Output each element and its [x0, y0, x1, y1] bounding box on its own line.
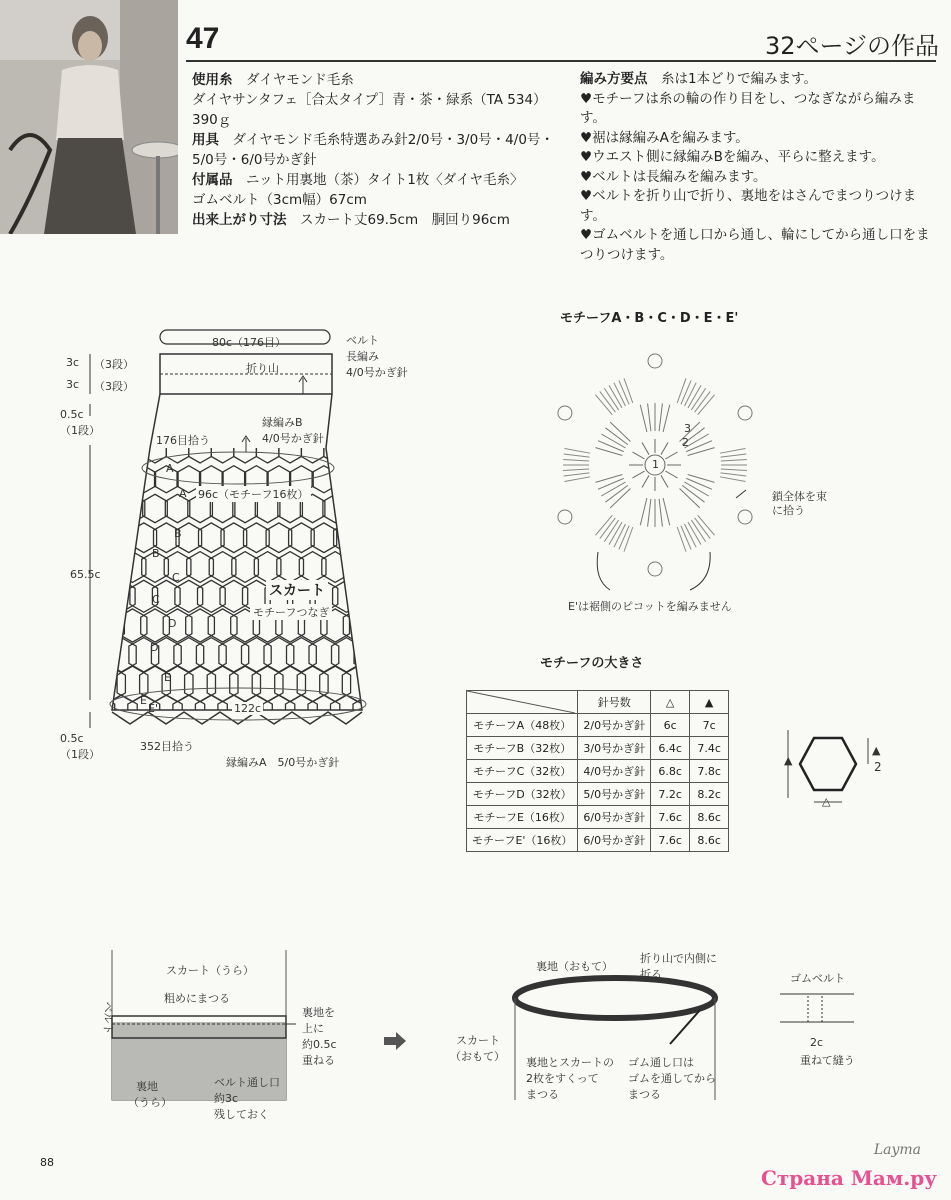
skirt-front-2: （おもて）	[450, 1050, 505, 1063]
size-label: 出来上がり寸法	[192, 212, 287, 228]
scoop-1: 裏地とスカートの	[526, 1056, 614, 1069]
lining-note-2: 上に	[302, 1022, 324, 1035]
table-row: モチーフE'（16枚） 6/0号かぎ針 7.6c 8.6c	[467, 829, 729, 852]
instruction-step: ♥ベルトは長編みを編みます。	[580, 168, 767, 185]
hex-motif	[211, 437, 234, 463]
sew-rough: 粗めにまつる	[164, 992, 230, 1005]
hex-motif	[172, 752, 206, 780]
chain-note: 鎖全体を束に拾う	[772, 490, 827, 517]
hex-motif	[85, 580, 113, 612]
round-3-stitch	[564, 477, 590, 482]
round-2-stitch	[659, 403, 662, 431]
step-arrow-icon	[384, 1032, 408, 1050]
belt-label: ベルト	[346, 334, 379, 347]
edging-b-hook: 4/0号かぎ針	[262, 432, 324, 445]
lining-note-1: 裏地を	[302, 1006, 335, 1019]
skirt-back: スカート（うら）	[166, 964, 254, 977]
hex-motif	[194, 752, 228, 780]
round-3-stitch	[614, 524, 626, 547]
skirt-title: スカート	[266, 580, 328, 600]
rows-top-1: （1段）	[60, 424, 100, 437]
round-3-stitch	[564, 473, 590, 476]
model-photo	[0, 0, 178, 234]
motif-letter: C	[172, 571, 180, 584]
round-2-stitch	[640, 498, 647, 525]
round-3-stitch	[614, 383, 626, 406]
e-prime-note: E'は裾側のピコットを編みません	[568, 600, 732, 613]
hex-motif	[357, 466, 381, 493]
round-3-stitch	[685, 524, 697, 547]
hex-motif	[352, 752, 386, 780]
round-3-stitch	[677, 378, 686, 402]
round-3-stitch	[624, 378, 633, 402]
rubber-open-3: まつる	[628, 1088, 661, 1101]
table-header-cell: ▲	[690, 691, 729, 714]
size-table-title: モチーフの大きさ	[540, 656, 644, 671]
accessories-line2: ゴムベルト（3cm幅）67cm	[192, 192, 367, 208]
layma-credit: Layma	[873, 1142, 921, 1158]
round-3-stitch	[721, 454, 747, 457]
hex-motif	[356, 523, 382, 553]
table-header-row	[467, 691, 729, 714]
motif-letter: B	[152, 547, 160, 560]
hex-motif	[234, 437, 257, 463]
hex-motif	[244, 523, 270, 553]
round-3-stitch	[681, 380, 691, 404]
hex-motif	[99, 437, 122, 463]
belt-opening-1: ベルト通し口	[214, 1076, 280, 1089]
belt-stitch: 長編み	[346, 350, 379, 363]
instruction-step: ♥モチーフは糸の輪の作り目をし、つなぎながら編みます。	[580, 90, 916, 126]
hex-tri-left: ▲	[784, 754, 793, 767]
table-row: モチーフB（32枚） 3/0号かぎ針 6.4c 7.4c	[467, 737, 729, 760]
table-row: モチーフE（16枚） 6/0号かぎ針 7.6c 8.6c	[467, 806, 729, 829]
picot	[738, 510, 752, 524]
hex-motif	[72, 666, 103, 702]
e-prime-pointer-right	[690, 552, 710, 590]
edging-b: 縁編みB	[262, 416, 303, 429]
accessories-label: 付属品	[192, 172, 233, 188]
instructions-block	[580, 70, 930, 265]
round-2-stitch	[663, 498, 670, 525]
instruction-step: ♥ウエスト側に縁編みBを編み、平らに整えます。	[580, 149, 885, 165]
size-table	[466, 690, 729, 852]
skirt-front-1: スカート	[456, 1034, 500, 1047]
hex-motif	[198, 580, 226, 612]
hex-motif	[186, 609, 215, 642]
round-3-stitch	[563, 459, 589, 461]
hex-motif	[331, 695, 363, 732]
yarn-detail: ダイヤサンタフェ［合太タイプ］青・茶・緑系（TA 534）390ｇ	[192, 92, 547, 128]
motif-join: モチーフつなぎ	[250, 604, 332, 620]
instructions-title: 編み方要点	[580, 71, 648, 87]
round-3-stitch	[564, 449, 590, 454]
hex-motif	[76, 437, 99, 463]
round-3-stitch	[685, 383, 697, 406]
hex-motif	[266, 523, 292, 553]
rows-3a: （3段）	[94, 358, 134, 371]
pick-up-arrow	[242, 436, 250, 452]
picot	[648, 354, 662, 368]
hex-motif	[121, 437, 144, 463]
hex-motif	[220, 580, 248, 612]
table-row: モチーフD（32枚） 5/0号かぎ針 7.2c 8.2c	[467, 783, 729, 806]
round-1-stitch	[642, 442, 649, 454]
page-reference: 32ページの作品	[764, 32, 939, 60]
belt-opening-2: 約3c	[214, 1092, 239, 1105]
hex-motif	[96, 609, 125, 642]
belt-opening-3: 残しておく	[214, 1108, 269, 1121]
round-2-stitch	[601, 482, 625, 496]
page-number: 88	[40, 1156, 54, 1169]
dim-3c-a: 3c	[66, 356, 80, 369]
materials-block	[192, 70, 562, 230]
hex-motif	[98, 494, 123, 522]
round-2-stitch	[648, 499, 651, 527]
hex-motif	[355, 580, 383, 612]
round-3-stitch	[677, 527, 686, 551]
rubber-open-2: ゴムを通してから	[628, 1072, 716, 1085]
tools-detail: ダイヤモンド毛糸特選あみ針2/0号・3/0号・4/0号・5/0号・6/0号かぎ針	[192, 132, 554, 168]
table-row: モチーフA（48枚） 2/0号かぎ針 6c 7c	[467, 714, 729, 737]
round-3-stitch	[563, 469, 589, 471]
hex-motif	[75, 494, 100, 522]
hex-motif	[345, 494, 370, 522]
round-1-stitch	[665, 471, 677, 478]
hex-motif	[344, 552, 371, 583]
picot	[738, 406, 752, 420]
round-3-stitch	[721, 469, 747, 471]
motif-letter: B	[174, 527, 182, 540]
belt-side-label: ベルト	[101, 1001, 115, 1035]
rows-bot-1: （1段）	[60, 748, 100, 761]
size-detail: スカート丈69.5cm 胴回り96cm	[300, 212, 510, 228]
rubber-belt: ゴムベルト	[790, 972, 845, 985]
hex-motif	[87, 466, 111, 493]
hex-motif	[173, 695, 205, 732]
hex-motif	[289, 523, 315, 553]
fold-label: 折り山	[246, 362, 279, 375]
hex-motif	[354, 638, 384, 672]
motif-letter: D	[168, 617, 177, 630]
hex-motif	[108, 523, 134, 553]
motif-chart-title: モチーフA・B・C・D・E・E'	[560, 311, 739, 326]
lining-back: 裏地	[136, 1080, 158, 1093]
overlap-1: 2c	[810, 1036, 824, 1049]
fold-inner-1: 折り山で内側に	[640, 952, 717, 965]
hex-motif	[343, 609, 372, 642]
hex-motif	[208, 609, 237, 642]
hex-motif	[346, 437, 369, 463]
round-2-stitch	[601, 434, 625, 448]
round-label: 1	[652, 458, 659, 471]
dim-top-05: 0.5c	[60, 408, 84, 421]
picot	[558, 510, 572, 524]
hex-motif	[83, 695, 115, 732]
instruction-step: ♥ベルトを折り山で折り、裏地をはさんでまつりつけます。	[580, 188, 917, 224]
round-1-stitch	[665, 452, 677, 459]
instructions-first: 糸は1本どりで編みます。	[661, 71, 818, 87]
motif-letter: E'	[148, 702, 158, 715]
overlap-2: 重ねて縫う	[800, 1054, 855, 1067]
pick-352: 352目拾う	[140, 740, 194, 753]
header-divider	[186, 60, 936, 62]
round-3-stitch	[721, 473, 747, 476]
rubber-open-1: ゴム通し口は	[628, 1056, 694, 1069]
round-3-stitch	[720, 477, 746, 482]
hem-122: 122c	[234, 702, 262, 715]
hex-motif	[104, 752, 138, 780]
picot	[648, 562, 662, 576]
hex-motif	[73, 609, 102, 642]
hex-motif	[107, 580, 135, 612]
picot	[558, 406, 572, 420]
hex-motif	[110, 466, 134, 493]
belt-direction-arrow	[299, 376, 307, 394]
hex-shape	[800, 738, 856, 790]
lining-note-4: 重ねる	[302, 1054, 335, 1067]
hex-motif	[311, 523, 337, 553]
round-2-stitch	[648, 403, 651, 431]
hex-motif	[221, 523, 247, 553]
dim-3c-b: 3c	[66, 378, 80, 391]
round-1-stitch	[632, 471, 644, 478]
yarn-label: 使用糸	[192, 72, 233, 88]
belt-hook: 4/0号かぎ針	[346, 366, 408, 379]
round-3-stitch	[720, 449, 746, 454]
round-2-stitch	[659, 499, 662, 527]
round-label: 3	[684, 422, 691, 435]
lining-note-3: 約0.5c	[302, 1038, 337, 1051]
motif-letter: E	[140, 694, 147, 707]
motif-letter: D	[150, 641, 159, 654]
round-3-stitch	[564, 454, 590, 457]
tools-label: 用具	[192, 132, 219, 148]
table-row: モチーフC（32枚） 4/0号かぎ針 6.8c 7.8c	[467, 760, 729, 783]
table-header-cell	[467, 691, 578, 714]
hex-motif	[341, 724, 374, 762]
round-1-stitch	[661, 475, 668, 487]
round-2-stitch	[663, 405, 670, 432]
hex-tri-bottom: △	[822, 795, 831, 808]
belt-width: 80c（176目）	[212, 336, 287, 349]
round-2-stitch	[640, 405, 647, 432]
edging-a: 縁編みA 5/0号かぎ針	[226, 756, 340, 769]
dim-bot-05: 0.5c	[60, 732, 84, 745]
scoop-3: まつる	[526, 1088, 559, 1101]
hex-motif	[353, 695, 385, 732]
hex-tri-right: ▲	[872, 744, 881, 757]
table-header-cell: △	[651, 691, 690, 714]
e-prime-pointer-left	[597, 552, 610, 590]
round-2-stitch	[684, 482, 708, 496]
chain-pointer	[736, 490, 746, 498]
hex-motif	[143, 494, 168, 522]
instruction-step: ♥裾は縁編みAを編みます。	[580, 129, 749, 146]
round-label: 2	[682, 436, 689, 449]
hex-motif	[149, 752, 183, 780]
motif-letter: A	[166, 462, 174, 475]
waist-ring	[515, 978, 715, 1018]
lining-front: 裏地（おもて）	[536, 960, 613, 973]
hex-motif	[335, 466, 359, 493]
hex-motif	[308, 695, 340, 732]
round-3-stitch	[681, 526, 691, 550]
instruction-step: ♥ゴムベルトを通し口から通し、輪にしてから通し口をまつりつけます。	[580, 227, 930, 263]
round-1-stitch	[661, 442, 668, 454]
rows-3b: （3段）	[94, 380, 134, 393]
height-655: 65.5c	[70, 568, 101, 581]
round-1-stitch	[632, 452, 644, 459]
hex-half-label: 2	[874, 760, 882, 774]
pick-176: 176目拾う	[156, 434, 210, 447]
hex-motif	[199, 523, 225, 553]
waist-96: 96c（モチーフ16枚）	[198, 488, 309, 501]
scoop-2: 2枚をすくって	[526, 1072, 599, 1085]
overlap-box	[808, 994, 822, 1022]
motif-letter: A	[179, 487, 187, 500]
pattern-number: 47	[186, 22, 220, 55]
assembly-right-diagram	[780, 986, 860, 1036]
fold-inner-2: 折る	[640, 968, 662, 981]
round-3-stitch	[619, 526, 629, 550]
table-header-cell: 針号数	[578, 691, 651, 714]
round-1-stitch	[642, 475, 649, 487]
hex-motif	[97, 552, 124, 583]
round-3-stitch	[619, 380, 629, 404]
yarn-brand: ダイヤモンド毛糸	[246, 72, 354, 88]
watermark: Страна Мам.ру	[760, 1166, 937, 1190]
hex-motif	[127, 752, 161, 780]
lining-back-2: （うら）	[128, 1096, 172, 1109]
accessories-line1: ニット用裏地（茶）タイト1枚〈ダイヤ毛糸〉	[246, 172, 524, 188]
motif-letter: C	[152, 593, 160, 606]
round-3-stitch	[624, 527, 633, 551]
hex-motif	[141, 609, 170, 642]
motif-letter: E	[164, 671, 171, 684]
hex-motif	[84, 638, 114, 672]
round-3-stitch	[721, 459, 747, 461]
hex-motif	[175, 580, 203, 612]
